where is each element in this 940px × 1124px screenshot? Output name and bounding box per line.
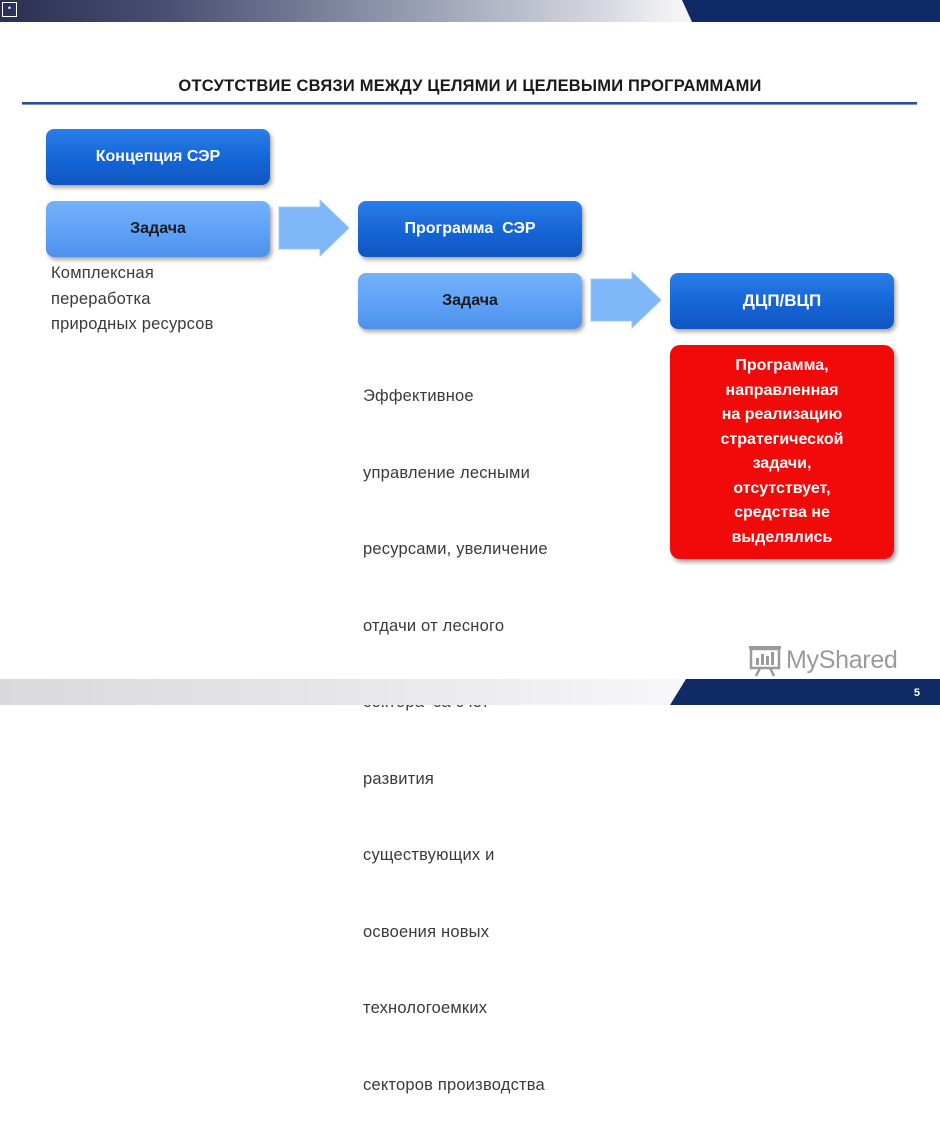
desc-line: технологоемких — [363, 999, 488, 1017]
concept-label: Концепция СЭР — [95, 148, 221, 165]
note-line: на реализацию — [721, 406, 843, 423]
middle-task-label: Задача — [442, 292, 498, 309]
bottom-banner-navy-stripe — [670, 679, 940, 705]
note-line: отсутствует, — [733, 479, 831, 497]
note-line: Программа, — [735, 357, 829, 374]
bottom-banner — [0, 679, 940, 705]
concept-box — [46, 129, 270, 185]
top-banner — [0, 0, 940, 22]
top-banner-navy-stripe — [670, 0, 940, 22]
dcp-vcp-label: ДЦП/ВЦП — [742, 291, 822, 310]
corner-square-icon: • — [2, 2, 17, 17]
desc-line: существующих и — [363, 846, 495, 864]
desc-line: природных ресурсов — [51, 315, 214, 333]
watermark-text: MyShared — [786, 645, 898, 674]
left-task-box — [46, 201, 270, 257]
desc-line: Комплексная — [51, 264, 154, 282]
left-task-label: Задача — [130, 220, 186, 237]
missing-program-note — [670, 345, 894, 559]
presentation-board-icon — [748, 643, 782, 677]
myshared-watermark — [748, 643, 898, 677]
desc-line: переработка — [51, 289, 151, 308]
left-task-description — [51, 261, 214, 338]
note-line: средства не — [734, 504, 830, 521]
right-arrow-icon — [589, 270, 665, 332]
note-line: стратегической — [720, 430, 844, 448]
desc-line: ресурсами, увеличение — [363, 540, 548, 558]
desc-line: освоения новых — [363, 922, 490, 941]
middle-task-box — [358, 273, 582, 329]
middle-task-description — [363, 333, 548, 1124]
program-ser-box — [358, 201, 582, 257]
desc-line: развития — [363, 769, 435, 788]
right-arrow-icon — [277, 198, 353, 260]
note-line: выделялись — [731, 528, 833, 546]
dcp-vcp-box — [670, 273, 894, 329]
desc-line: отдачи от лесного — [363, 616, 505, 635]
note-line: задачи, — [752, 455, 812, 472]
desc-line: Эффективное — [363, 387, 474, 405]
note-line: направленная — [725, 381, 839, 399]
desc-line: управление лесными — [363, 463, 531, 482]
title-underline — [22, 102, 917, 105]
program-ser-label: Программа СЭР — [404, 220, 536, 237]
slide-title: ОТСУТСТВИЕ СВЯЗИ МЕЖДУ ЦЕЛЯМИ И ЦЕЛЕВЫМИ ПРОГРАММАМИ — [178, 77, 762, 95]
desc-line: секторов производства — [363, 1075, 545, 1094]
page-number: 5 — [913, 687, 920, 699]
